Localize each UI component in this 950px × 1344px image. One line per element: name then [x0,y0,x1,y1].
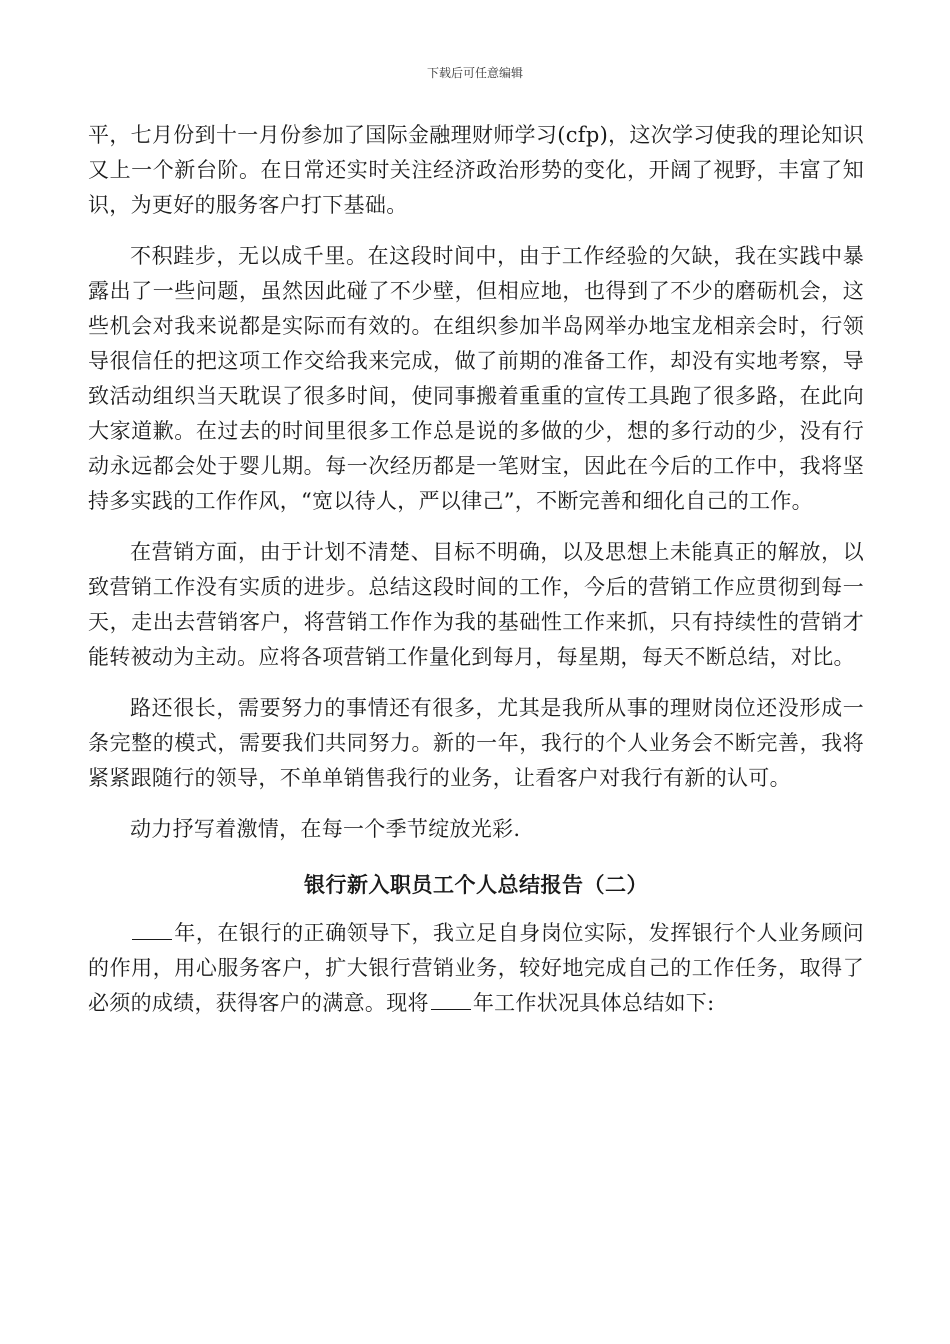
page-header: 下载后可任意编辑 [426,66,523,80]
section-title: 银行新入职员工个人总结报告（二） [304,872,648,897]
fill-blank [132,938,172,940]
intro-text-part1: 年，在银行的正确领导下，我立足自身岗位实际，发挥银行个人业务顾问的作用，用心服务客户，扩大银行营销业务，较好地完成自己的工作任务，取得了必须的成绩，获得客户的满意。现将 [88,921,864,1015]
paragraph-1: 平，七月份到十一月份参加了国际金融理财师学习(cfp)，这次学习使我的理论知识又上一个新台阶。在日常还实时关注经济政治形势的变化，开阔了视野，丰富了知识，为更好的服务客户打下基础。 [88,123,864,217]
intro-paragraph [88,916,864,1021]
paragraph-3: 在营销方面，由于计划不清楚、目标不明确，以及思想上未能真正的解放，以致营销工作没有实质的进步。总结这段时间的工作，今后的营销工作应贯彻到每一天，走出去营销客户，将营销工作作为我的基础性工作来抓，只有持续性的营销才能转被动为主动。应将各项营销工作量化到每月，每星期，每天不断总结，对比。 [88,540,864,669]
fill-blank [431,1008,471,1010]
paragraph-5: 动力抒写着激情，在每一个季节绽放光彩. [130,817,521,841]
intro-text-part2: 年工作状况具体总结如下: [472,991,715,1015]
paragraph-4: 路还很长，需要努力的事情还有很多，尤其是我所从事的理财岗位还没形成一条完整的模式，需要我们共同努力。新的一年，我行的个人业务会不断完善，我将紧紧跟随行的领导，不单单销售我行的业务，让看客户对我行有新的认可。 [88,696,864,790]
document-body [88,118,864,1021]
paragraph-2: 不积跬步，无以成千里。在这段时间中，由于工作经验的欠缺，我在实践中暴露出了一些问题，虽然因此碰了不少壁，但相应地，也得到了不少的磨砺机会，这些机会对我来说都是实际而有效的。在组织参加半岛网举办地宝龙相亲会时，行领导很信任的把这项工作交给我来完成，做了前期的准备工作，却没有实地考察，导致活动组织当天耽误了很多时间，使同事搬着重重的宣传工具跑了很多路，在此向大家道歉。在过去的时间里很多工作总是说的多做的少，想的多行动的少，没有行动永远都会处于婴儿期。每一次经历都是一笔财宝，因此在今后的工作中，我将坚持多实践的工作作风，“宽以待人，严以律己”，不断完善和细化自己的工作。 [88,244,864,513]
